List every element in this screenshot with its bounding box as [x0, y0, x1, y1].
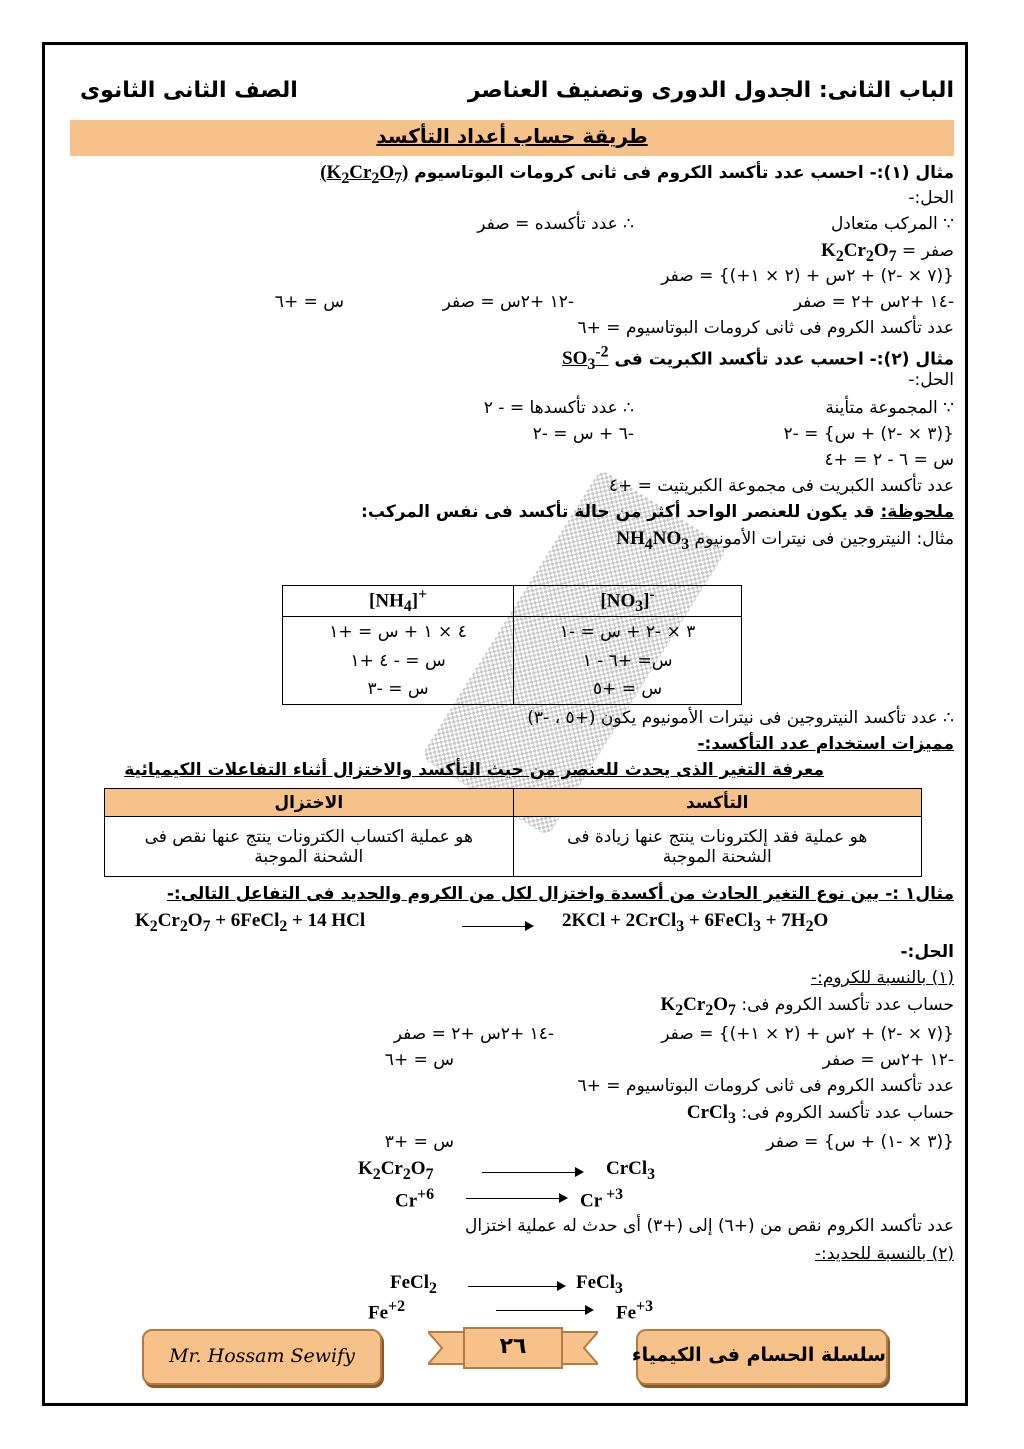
page-number: ٢٦ — [499, 1334, 527, 1359]
ex3-solution-label: الحل:- — [900, 942, 954, 962]
features-sub: معرفة التغير الذى يحدث للعنصر من حيث التأكسد والاختزال أثناء التفاعلات الكيميائية — [124, 760, 824, 780]
note — [361, 502, 954, 522]
ex2-heading — [562, 344, 954, 374]
fe-plus2: $Fe^{+2}$ — [368, 1298, 405, 1324]
fe-product: FeCl$_3$ — [576, 1272, 623, 1297]
oxidation-line2: الشحنة الموجبة — [662, 846, 772, 867]
ex2-heading-text: مثال (٢):- احسب عدد تأكسد الكبريت فى — [614, 349, 954, 370]
page-title: طريقة حساب أعداد التأكسد — [376, 124, 648, 148]
ex1-line3: {(٧ × -٢) + ٢س + (٢ × ١+)} = صفر — [661, 266, 954, 286]
ion-table — [282, 585, 742, 705]
ex1-line4c: س = +٦ — [274, 292, 344, 312]
equation-rhs: 2KCl + 2CrCl$_3$ + 6FeCl$_3$ + $7H_2O$ — [562, 910, 829, 935]
cr-arrow-1 — [482, 1172, 582, 1173]
reduction-line2: الشحنة الموجبة — [254, 846, 364, 867]
cr-plus6: $Cr^{+6}$ — [395, 1186, 435, 1212]
ex2-line1a: ∵ المجموعة متأينة — [825, 398, 954, 418]
fe-reactant: FeCl$_2$ — [390, 1272, 437, 1297]
cr-arrow-2 — [466, 1198, 566, 1199]
grade-label: الصف الثانى الثانوى — [80, 78, 298, 103]
ion-cell: ٣ × -٢ + س = -١ — [514, 617, 742, 647]
cr-product: CrCl$_3$ — [606, 1158, 656, 1183]
ion-cell: س = -٣ — [283, 675, 514, 705]
chromium-heading: (١) بالنسبة للكروم:- — [810, 968, 954, 988]
ex2-formula: $SO_3^{-2}$ — [562, 344, 609, 374]
redox-table — [104, 788, 922, 877]
cr-reactant: $K_2Cr_2O_7$ — [358, 1158, 434, 1183]
header-oxidation: التأكسد — [513, 789, 922, 817]
ion-cell: س= +٦ - ١ — [514, 647, 742, 675]
page-number-badge — [428, 1326, 598, 1370]
note-label: ملحوظة: — [880, 502, 954, 522]
equation-arrow — [462, 926, 532, 927]
fe-arrow-2 — [496, 1310, 592, 1311]
ex3-c2a: -١٢ +٢س = صفر — [822, 1050, 954, 1070]
author-badge — [142, 1329, 382, 1385]
reduction-definition — [105, 817, 514, 877]
cr-plus3: Cr $^{+3}$ — [580, 1186, 624, 1212]
oxidation-line1: هو عملية فقد إلكترونات ينتج عنها زيادة فى — [567, 826, 868, 847]
header-reduction: الاختزال — [105, 789, 514, 817]
ex3-c2b: س = +٦ — [384, 1050, 454, 1070]
ex3-c1a: {(٧ × -٢) + ٢س + (٢ × ١+)} = صفر — [661, 1024, 954, 1044]
ex2-line1b: ∴ عدد تأكسدها = - ٢ — [483, 398, 634, 418]
ex3-c1b: -١٤ +٢س +٢ = صفر — [393, 1024, 554, 1044]
ex3-c3: عدد تأكسد الكروم فى ثانى كرومات البوتاسيوم = +٦ — [577, 1076, 954, 1096]
ex1-line4b: -١٢ +٢س = صفر — [442, 292, 574, 312]
calc-k2cr2o7: حساب عدد تأكسد الكروم فى: $K_2Cr_2O_7$ — [660, 994, 954, 1019]
ex3-c4a: {(٣ × -١) + س} = صفر — [766, 1132, 954, 1152]
note-text: قد يكون للعنصر الواحد أكثر من حالة تأكسد فى نفس المركب: — [361, 502, 875, 522]
ex1-heading-text: مثال (١):- احسب عدد تأكسد الكروم فى ثانى كرومات البوتاسيوم — [414, 163, 954, 183]
ion-cell: ٤ × ١ + س = +١ — [283, 617, 514, 647]
ex1-solution-label: الحل:- — [908, 188, 954, 208]
ex2-line2b: -٦ + س = -٢ — [532, 424, 634, 444]
ion-header-nh4: $[NH_4]^+$ — [283, 586, 514, 617]
fe-plus3: $Fe^{+3}$ — [616, 1298, 653, 1324]
features-heading: مميزات استخدام عدد التأكسد:- — [697, 734, 954, 754]
ex2-line3: س = ٦ - ٢ = +٤ — [824, 450, 954, 470]
ion-header-no3: $[NO_3]^-$ — [514, 586, 742, 617]
series-name: سلسلة الحسام فى الكيمياء — [631, 1344, 886, 1366]
ex2-result: عدد تأكسد الكبريت فى مجموعة الكبريتيت = +٤ — [608, 476, 954, 496]
note-example: مثال: النيتروجين فى نيترات الأمونيوم $NH_4NO_3$ — [616, 528, 954, 553]
author-name: Mr. Hossam Sewify — [169, 1345, 355, 1367]
oxidation-definition — [513, 817, 922, 877]
title-band — [70, 120, 954, 156]
chapter-title: الباب الثانى: الجدول الدورى وتصنيف العناصر — [467, 78, 954, 103]
ion-cell: س = +٥ — [514, 675, 742, 705]
equation-lhs: $K_2Cr_2O_7$ + 6FeCl$_2$ + 14 HCl — [135, 910, 366, 935]
ex1-result: عدد تأكسد الكروم فى ثانى كرومات البوتاسيوم = +٦ — [577, 318, 954, 338]
ex1-line2: $K_2Cr_2O_7$ = صفر — [821, 240, 954, 265]
ion-cell: س = - ٤ +١ — [283, 647, 514, 675]
fe-arrow-1 — [468, 1286, 564, 1287]
series-badge — [631, 1329, 888, 1385]
ex1-formula: $(K_2Cr_2O_7)$ — [320, 162, 409, 187]
ex3-c4b: س = +٣ — [384, 1132, 454, 1152]
ex1-heading — [320, 162, 954, 188]
ex1-line4a: -١٤ +٢س +٢ = صفر — [793, 292, 954, 312]
nitrogen-result: ∴ عدد تأكسد النيتروجين فى نيترات الأمونيوم يكون (+٥ ، -٣) — [527, 708, 954, 728]
ex1-line1a: ∵ المركب متعادل — [830, 214, 954, 234]
chromium-result: عدد تأكسد الكروم نقص من (+٦) إلى (+٣) أى حدث له عملية اختزال — [465, 1216, 954, 1236]
ex3-heading: مثال١ :- بين نوع التغير الحادث من أكسدة واختزال لكل من الكروم والحديد فى التفاعل التالى:- — [166, 884, 954, 904]
reduction-line1: هو عملية اكتساب الكترونات ينتج عنها نقص فى — [144, 826, 473, 847]
iron-heading: (٢) بالنسبة للحديد:- — [814, 1244, 954, 1264]
ex2-solution-label: الحل:- — [908, 370, 954, 390]
ex2-line2a: {(٣ × -٢) + س} = -٢ — [783, 424, 954, 444]
calc-crcl3: حساب عدد تأكسد الكروم فى: CrCl$_3$ — [686, 1102, 954, 1127]
ex1-line1b: ∴ عدد تأكسده = صفر — [477, 214, 634, 234]
